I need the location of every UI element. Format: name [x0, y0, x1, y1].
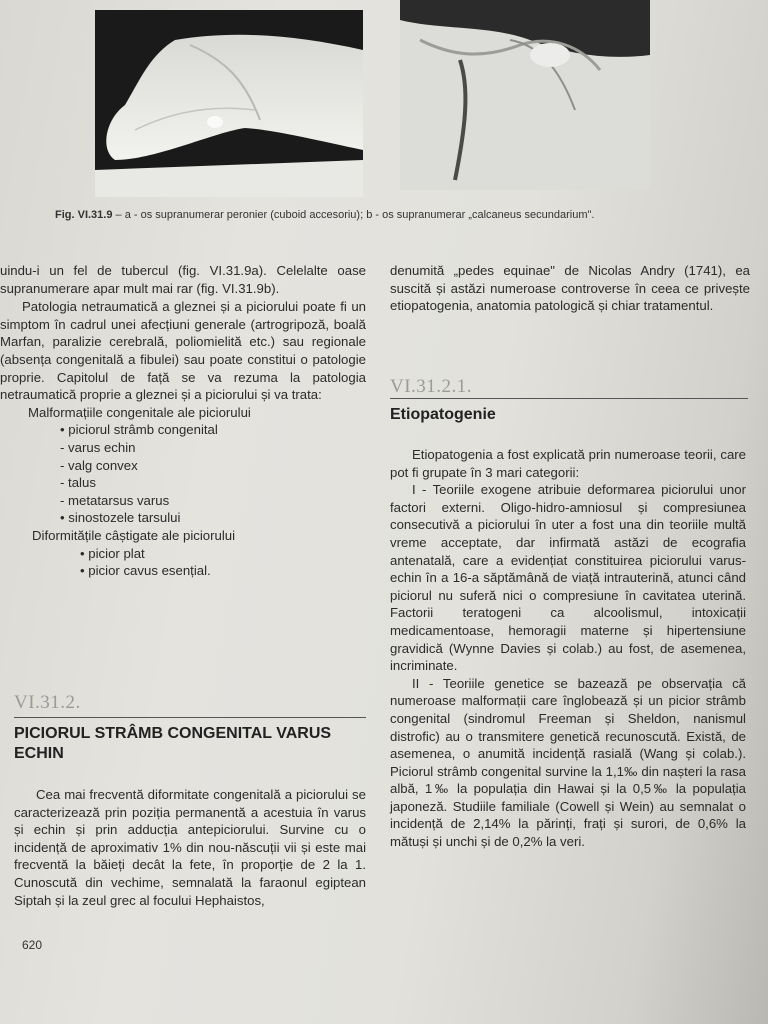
congenital-list	[0, 421, 366, 527]
pathology-paragraph: Patologia netraumatică a gleznei și a piciorului poate fi un simptom în cadrul unei afecțiuni generale (artrogripoză, boală Marfan, paralizie cerebrală, poliomielită etc.) sau regionale (absența congenitală a fibulei) sau poate constitui o patologie proprie. Capitolul de față se va rezuma la patologia netraumatică proprie a gleznei și a piciorului și va trata:	[0, 299, 366, 403]
section-rule-right	[390, 398, 748, 399]
xray-image-a	[95, 10, 363, 197]
list-item: - valg convex	[60, 457, 138, 473]
theories-paragraph: Etiopatogenia a fost explicată prin numeroase teorii, care pot fi grupate în 3 mari categorii:	[390, 447, 746, 480]
page-number: 620	[22, 938, 43, 952]
right-column-top	[390, 262, 750, 315]
list-item: • picior cavus esențial.	[80, 563, 211, 579]
figure-caption-text: – a - os supranumerar peronier (cuboid accesoriu); b - os supranumerar „calcaneus secundarium".	[112, 209, 595, 221]
section-number-right: VI.31.2.1.	[390, 376, 473, 397]
xray-figure-b	[400, 0, 650, 190]
genetic-paragraph: II - Teoriile genetice se bazează pe observația că numeroase malformații care înglobează și un picior strâmb congenital (sindromul Freeman și Sheldon, nanismul distrofic) au o transmitere genetică recunoscută. Există, de asemenea, o anumită incidență rasială (Wang și colab.). Piciorul strâmb congenital survine la 1,1‰ din nașteri la rasa albă, 1‰ la populația din Hawai și la 0,5‰ la populația japoneză. Studiile familiale (Cowell și Wein) au semnalat o incidență de 2,14% la părinți, frați și surori, de 0,6% la mătuși și unchi și de 0,2% la veri.	[390, 675, 746, 850]
left-body	[14, 786, 366, 909]
xray-figure-a	[95, 10, 363, 197]
intro-paragraph: uindu-i un fel de tubercul (fig. VI.31.9a). Celelalte oase supranumerare apar mult mai rar (fig. VI.31.9b).	[0, 263, 366, 296]
body-paragraph: Cea mai frecventă diformitate congenitală a piciorului se caracterizează prin poziția permanentă a acestuia în varus și echin și prin adducția antepiciorului. Survine cu o incidență de aproximativ 1% din nou-născuții vii și este mai frecventă la băieți decât la fete, în proporție de 2 la 1. Cunoscută din vechime, semnalată la faraonul egiptean Siptah și la zeul grec al focului Hephaistos,	[14, 787, 366, 908]
section-rule-left	[14, 717, 366, 718]
exogenous-paragraph: I - Teoriile exogene atribuie deformarea piciorului unor factori externi. Oligo-hidro-amniosul și compresiunea consecutivă a piciorului în uter a fost una din teoriile multă vreme acceptate, dar infirmată astăzi de ecografia antenatală, care a evidențiat constituirea piciorului varus-echin în a 16-a săptămână de viață intrauterină, atunci când piciorul nu suferă nici o compresiune în cavitatea uterină. Factorii teratogeni ca alcoolismul, intoxicații medicamentoase, hemoragii materne și hipertensiune gravidică (Wynne Davies și colab.) au fost, de asemenea, incriminate.	[390, 482, 746, 674]
list-item: - metatarsus varus	[60, 492, 170, 508]
section-number-left: VI.31.2.	[14, 692, 81, 713]
acquired-heading: Diformitățile câștigate ale piciorului	[32, 527, 236, 543]
list-item: • piciorul strâmb congenital	[60, 422, 218, 438]
right-column-body	[390, 446, 746, 851]
section-title-right: Etiopatogenie	[390, 406, 496, 423]
list-item: - talus	[60, 475, 96, 491]
acquired-list	[0, 545, 366, 580]
list-item: • sinostozele tarsului	[60, 510, 181, 526]
continuation-paragraph: denumită „pedes equinae" de Nicolas Andry (1741), ea suscită și astăzi numeroase controverse în ceea ce privește etiopatogenia, anatomia patologică și chiar tratamentul.	[390, 263, 750, 314]
xray-image-b	[400, 0, 650, 190]
left-column	[0, 262, 366, 580]
list-item: - varus echin	[60, 439, 136, 455]
congenital-heading: Malformațiile congenitale ale piciorului	[28, 404, 251, 420]
section-title-left: PICIORUL STRÂMB CONGENITAL VARUS ECHIN	[14, 725, 332, 762]
figure-caption	[55, 208, 735, 222]
figure-caption-label: Fig. VI.31.9	[55, 209, 113, 221]
list-item: • picior plat	[80, 545, 145, 561]
